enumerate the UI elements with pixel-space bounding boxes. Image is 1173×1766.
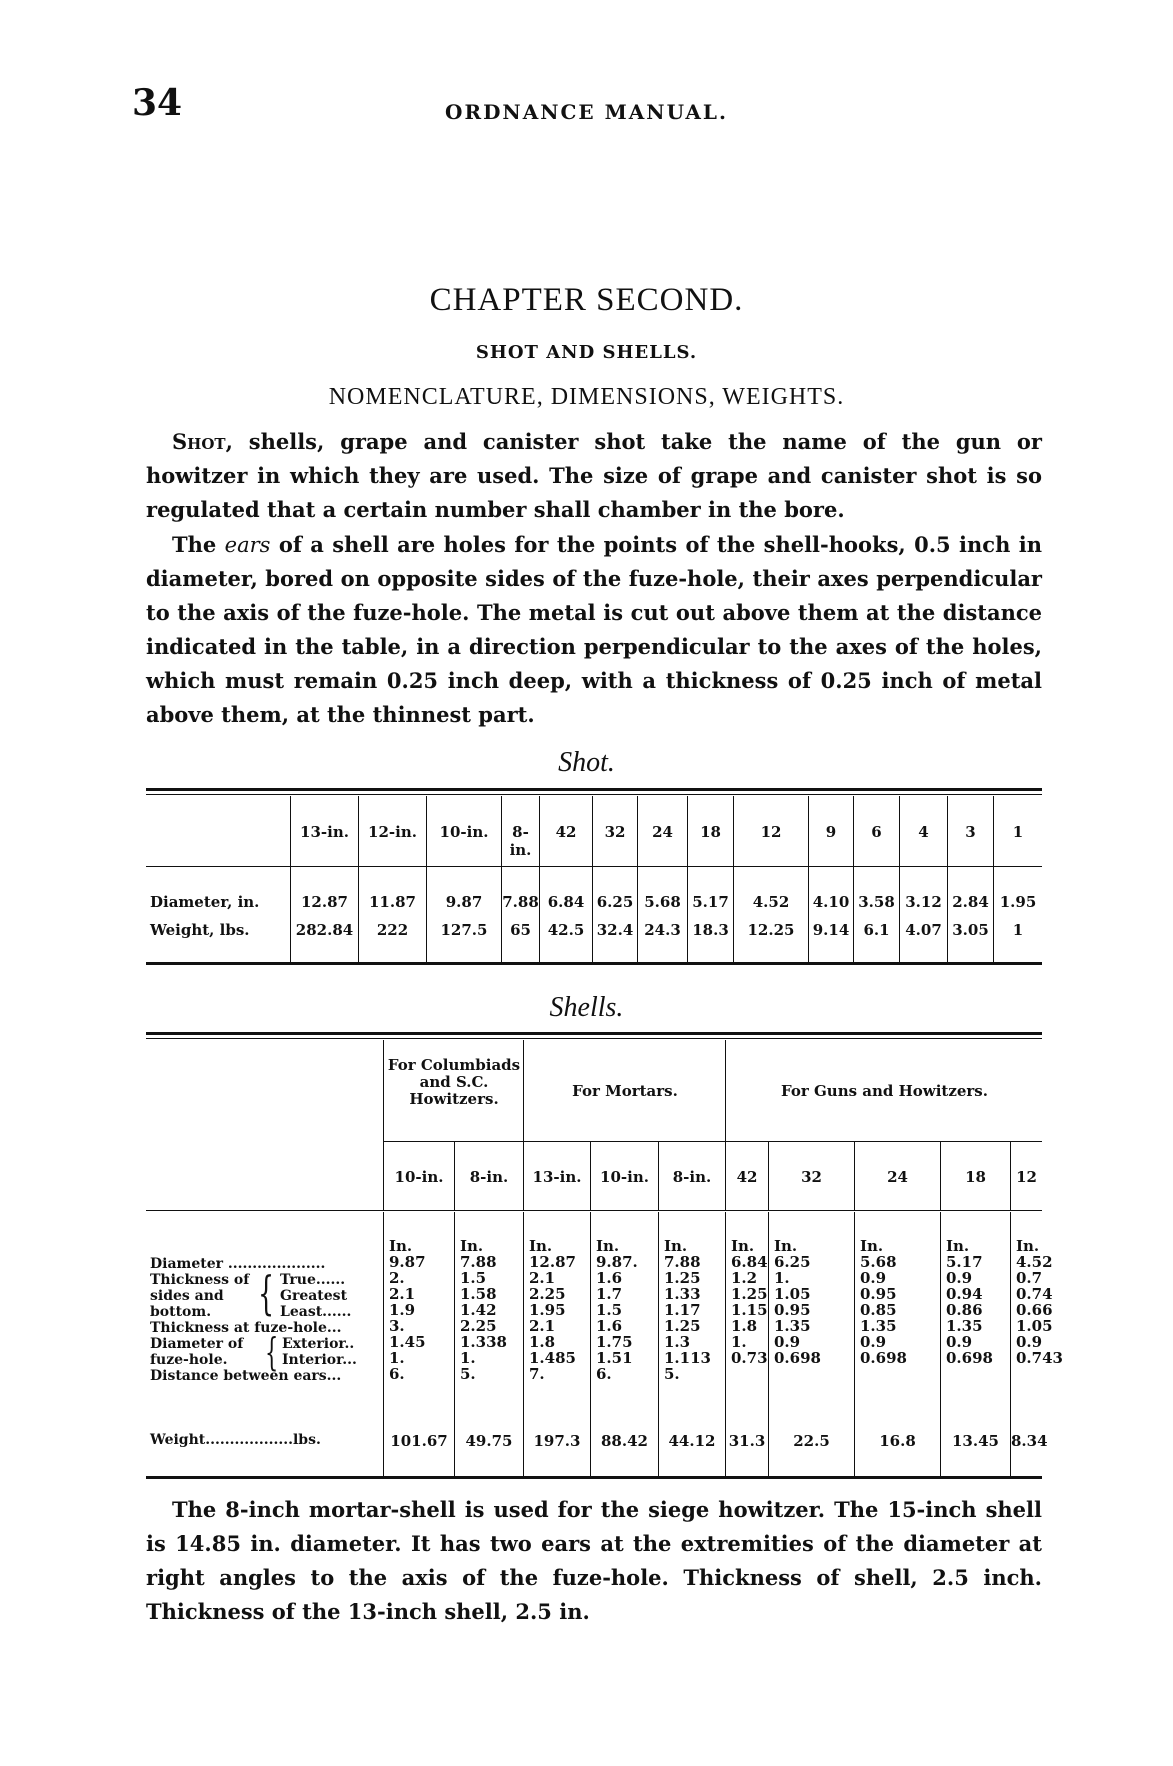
row-label-fuze-hole: fuze-hole. xyxy=(150,1352,228,1368)
shells-table-caption: Shells. xyxy=(549,992,624,1023)
table-cell: 6.25 xyxy=(596,893,634,911)
column-values: In. 7.88 1.5 1.58 1.42 2.25 1.338 1. 5. xyxy=(460,1237,507,1383)
weight-cell: 88.42 xyxy=(601,1432,648,1450)
paragraph-lead-word: Shot, xyxy=(172,429,233,454)
column-header: 13-in. xyxy=(300,823,349,841)
table-cell: 4.52 xyxy=(752,893,790,911)
table-cell: 9.14 xyxy=(812,921,850,939)
paragraph-part: of a shell are holes for the points of the shell-hooks, 0.5 inch in diameter, bored on opposite sides of the fuze-hole, their axes perpendicular to the axis of the fuze-hole. The metal is cut out above them at the distance indicated in the table, in a direction perpendicular to the axes of the holes, which must remain 0.25 inch deep, with a thickness of 0.25 inch of metal above them, at the thinnest part. xyxy=(146,532,1042,727)
column-header: 32 xyxy=(604,823,626,841)
weight-cell: 44.12 xyxy=(668,1432,716,1450)
row-label-bottom: bottom. xyxy=(150,1304,212,1320)
table-cell: 42.5 xyxy=(547,921,585,939)
table-cell: 9.87 xyxy=(445,893,483,911)
column-header: 12-in. xyxy=(368,823,417,841)
table-cell: 5.68 xyxy=(644,893,681,911)
column-header: 3 xyxy=(965,823,976,841)
running-title: ORDNANCE MANUAL. xyxy=(445,100,728,124)
paragraph-body: shells, grape and canister shot take the name of the gun or howitzer in which they are used. The size of grape and canister shot is so regulated that a certain number shall chamber in the bore. xyxy=(146,429,1042,522)
row-label-weight: Weight, lbs. xyxy=(150,921,250,939)
column-header: 8-in. xyxy=(469,1168,509,1186)
rule xyxy=(146,1038,1042,1039)
weight-cell: 22.5 xyxy=(793,1432,830,1450)
table-cell: 3.12 xyxy=(905,893,942,911)
chapter-title: CHAPTER SECOND. xyxy=(429,282,744,318)
row-label-diameter-of: Diameter of xyxy=(150,1336,244,1352)
table-cell: 6.84 xyxy=(547,893,585,911)
row-label-fuze-thickness: Thickness at fuze-hole... xyxy=(150,1320,342,1336)
table-cell: 282.84 xyxy=(295,921,354,939)
column-header: 24 xyxy=(652,823,673,841)
rule xyxy=(146,794,1042,795)
table-cell: 1 xyxy=(1012,921,1024,939)
group-header-mortars: For Mortars. xyxy=(572,1082,678,1100)
rule xyxy=(146,788,1042,791)
table-cell: 3.58 xyxy=(858,893,895,911)
column-values: In. 6.25 1. 1.05 0.95 1.35 0.9 0.698 xyxy=(774,1237,821,1367)
column-header: 42 xyxy=(555,823,577,841)
column-values: In. 5.17 0.9 0.94 0.86 1.35 0.9 0.698 xyxy=(946,1237,993,1367)
column-header: 18 xyxy=(700,823,721,841)
paragraph-part: The xyxy=(172,532,225,557)
rule xyxy=(146,962,1042,965)
table-cell: 222 xyxy=(376,921,409,939)
column-values: In. 9.87 2. 2.1 1.9 3. 1.45 1. 6. xyxy=(389,1237,426,1383)
page-number: 34 xyxy=(132,82,183,124)
table-cell: 4.10 xyxy=(812,893,850,911)
table-cell: 4.07 xyxy=(905,921,942,939)
rule xyxy=(146,1210,1042,1211)
table-cell: 3.05 xyxy=(952,921,989,939)
column-values: In. 4.52 0.7 0.74 0.66 1.05 0.9 0.743 xyxy=(1016,1237,1063,1367)
table-cell: 32.4 xyxy=(596,921,634,939)
row-label-true: True...... xyxy=(280,1272,346,1288)
column-header: 6 xyxy=(871,823,882,841)
rule xyxy=(383,1141,1042,1142)
row-label-weight: Weight..................lbs. xyxy=(150,1432,321,1448)
column-header: 18 xyxy=(965,1168,986,1186)
table-cell: 6.1 xyxy=(863,921,890,939)
paragraph-body: The 8-inch mortar-shell is used for the siege howitzer. The 15-inch shell is 14.85 in. diameter. It has two ears at the extremities of the diameter at right angles to the axis of the fuze-hole. Thickness of shell, 2.5 inch. Thickness of the 13-inch shell, 2.5 in. xyxy=(146,1497,1042,1624)
weight-cell: 49.75 xyxy=(465,1432,513,1450)
brace-icon: { xyxy=(265,1330,279,1374)
row-label-exterior: Exterior.. xyxy=(282,1336,355,1352)
column-values: In. 9.87. 1.6 1.7 1.5 1.6 1.75 1.51 6. xyxy=(596,1237,638,1383)
row-label-thickness-of: Thickness of xyxy=(150,1272,250,1288)
row-label-sides-and: sides and xyxy=(150,1288,224,1304)
row-label-least: Least...... xyxy=(280,1304,352,1320)
table-cell: 2.84 xyxy=(952,893,989,911)
rule xyxy=(146,1032,1042,1035)
table-cell: 18.3 xyxy=(692,921,729,939)
table-cell: 127.5 xyxy=(440,921,488,939)
weight-cell: 31.3 xyxy=(728,1432,766,1450)
table-cell: 5.17 xyxy=(692,893,729,911)
table-cell: 12.87 xyxy=(301,893,348,911)
row-label-distance-ears: Distance between ears... xyxy=(150,1368,342,1384)
paragraph-ears xyxy=(146,528,1042,732)
rule xyxy=(146,1476,1042,1479)
paragraph-shot-naming xyxy=(146,425,1042,527)
rule xyxy=(146,866,1042,867)
row-label-diameter: Diameter .................... xyxy=(150,1256,326,1272)
column-header: 1 xyxy=(1012,823,1024,841)
paragraph-mortar-shell xyxy=(146,1493,1042,1629)
row-label-interior: Interior... xyxy=(282,1352,357,1368)
column-header: 4 xyxy=(918,823,929,841)
group-header-columbiads: For Columbiads and S.C. Howitzers. xyxy=(387,1056,521,1108)
table-cell: 24.3 xyxy=(644,921,681,939)
weight-cell: 16.8 xyxy=(879,1432,916,1450)
column-header: 10-in. xyxy=(394,1168,444,1186)
column-header: 12 xyxy=(760,823,782,841)
section-title: NOMENCLATURE, DIMENSIONS, WEIGHTS. xyxy=(328,384,845,410)
column-header: 12 xyxy=(1016,1168,1037,1186)
column-values: In. 7.88 1.25 1.33 1.17 1.25 1.3 1.113 5. xyxy=(664,1237,711,1383)
table-cell: 1.95 xyxy=(999,893,1037,911)
row-label-greatest: Greatest xyxy=(280,1288,348,1304)
table-cell: 11.87 xyxy=(369,893,416,911)
column-header: 9 xyxy=(825,823,837,841)
column-values: In. 6.84 1.2 1.25 1.15 1.8 1. 0.73 xyxy=(731,1237,768,1367)
column-header: 8-in. xyxy=(672,1168,712,1186)
column-header: 42 xyxy=(736,1168,758,1186)
table-cell: 7.88 xyxy=(502,893,539,911)
paragraph-emphasis: ears xyxy=(224,533,271,557)
group-header-guns-howitzers: For Guns and Howitzers. xyxy=(781,1082,988,1100)
weight-cell: 197.3 xyxy=(533,1432,581,1450)
brace-icon: { xyxy=(258,1266,275,1320)
weight-cell: 13.45 xyxy=(952,1432,999,1450)
weight-cell: 8.34 xyxy=(1011,1432,1048,1450)
column-header: 24 xyxy=(887,1168,908,1186)
row-label-diameter: Diameter, in. xyxy=(150,893,260,911)
column-values: In. 5.68 0.9 0.95 0.85 1.35 0.9 0.698 xyxy=(860,1237,907,1367)
column-header: 32 xyxy=(801,1168,822,1186)
column-header: 13-in. xyxy=(532,1168,582,1186)
table-cell: 65 xyxy=(510,921,531,939)
weight-cell: 101.67 xyxy=(390,1432,448,1450)
chapter-subtitle: SHOT AND SHELLS. xyxy=(475,342,698,363)
column-header: 10-in. xyxy=(600,1168,649,1186)
column-values: In. 12.87 2.1 2.25 1.95 2.1 1.8 1.485 7. xyxy=(529,1237,576,1383)
column-header: 10-in. xyxy=(439,823,489,841)
column-header: 8-in. xyxy=(509,823,532,859)
shot-table-caption: Shot. xyxy=(558,747,615,778)
table-cell: 12.25 xyxy=(747,921,795,939)
